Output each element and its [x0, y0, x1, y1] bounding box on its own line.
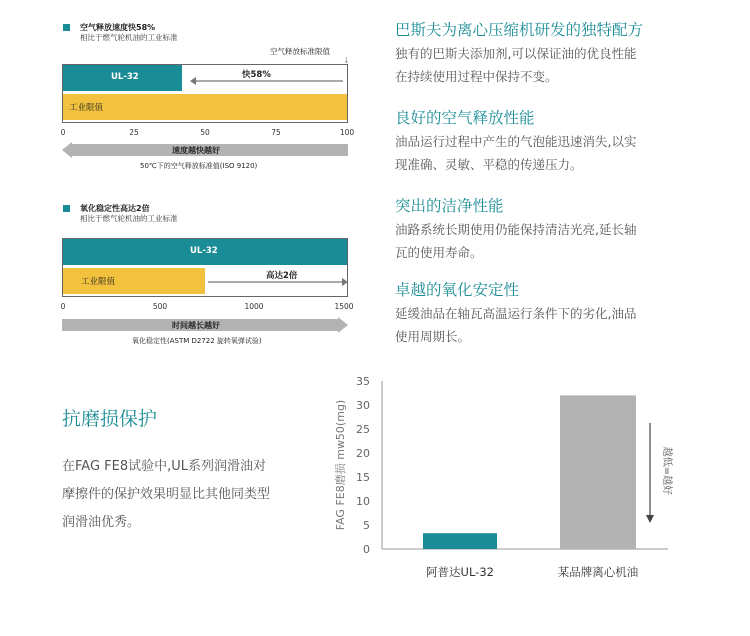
- feature-3-text: [395, 218, 695, 264]
- feature-3: [395, 194, 695, 264]
- feature-1-line: 独有的巴斯夫添加剂,可以保证油的优良性能: [395, 46, 637, 61]
- chart1-direction-label: 速度越快越好: [172, 146, 220, 155]
- chart1-reference-arrow: ↓: [343, 56, 350, 65]
- chart1-note: 50℃下的空气释放标准值(ISO 9120): [140, 162, 258, 170]
- wear-ytick: 0: [363, 543, 370, 556]
- chart1-direction-arrow: [62, 142, 348, 158]
- wear-ytick: 30: [356, 399, 370, 412]
- chart1-gain-label: 快58%: [242, 70, 271, 80]
- wear-direction-arrowhead: [646, 515, 654, 523]
- chart2-title-marker: [63, 205, 70, 212]
- feature-1: [395, 18, 695, 88]
- feature-3-line: 瓦的使用寿命。: [395, 245, 483, 260]
- chart2-bar-ul32-label: UL-32: [190, 246, 218, 256]
- wear-text: [62, 453, 312, 537]
- feature-1-line: 在持续使用过程中保持不变。: [395, 69, 558, 84]
- wear-category-label: 某品牌离心机油: [557, 565, 639, 579]
- wear-ytick: 15: [356, 471, 370, 484]
- chart2-bar-ul32: [63, 239, 347, 265]
- chart2-gain-label: 高达2倍: [266, 271, 298, 281]
- chart2-xtick: 0: [60, 302, 66, 311]
- feature-2-line: 现准确、灵敏、平稳的传递压力。: [395, 157, 583, 172]
- chart1-xtick: 0: [60, 128, 66, 137]
- feature-4: [395, 278, 695, 348]
- feature-4-line: 使用周期长。: [395, 329, 471, 344]
- wear-y-axis-label: FAG FE8磨损 mw50(mg): [334, 399, 347, 531]
- wear-bar-1: [423, 533, 497, 549]
- chart1-xtick: 50: [200, 128, 210, 137]
- wear-chart: [320, 365, 740, 585]
- chart1-xtick: 25: [129, 128, 139, 137]
- wear-category-label: 阿普达UL-32: [426, 565, 494, 579]
- wear-title: 抗磨损保护: [62, 408, 158, 430]
- chart1-reference-label: 空气释放标准限值: [270, 47, 330, 56]
- chart2-xtick: 1500: [334, 302, 354, 311]
- oxidation-chart: [0, 200, 370, 350]
- chart1-subtitle: 相比于燃气轮机油的工业标准: [80, 33, 178, 42]
- feature-4-line: 延缓油品在轴瓦高温运行条件下的劣化,油品: [395, 306, 637, 321]
- chart2-gain-annotation: [208, 268, 348, 292]
- chart1-title-marker: [63, 24, 70, 31]
- wear-ytick: 25: [356, 423, 370, 436]
- chart2-subtitle: 相比于燃气轮机油的工业标准: [80, 214, 178, 223]
- feature-3-line: 油路系统长期使用仍能保持清洁光亮,延长轴: [395, 222, 637, 237]
- chart1-bar-industry: [63, 94, 347, 120]
- chart1-title: 空气释放速度快58%: [80, 23, 156, 32]
- chart2-bar-industry: [63, 268, 205, 294]
- wear-direction-label: 越低=越好: [661, 446, 672, 496]
- chart1-bar-ul32-label: UL-32: [111, 72, 139, 82]
- wear-ytick: 20: [356, 447, 370, 460]
- wear-ytick: 5: [363, 519, 370, 532]
- chart1-bar-ul32: [63, 65, 182, 91]
- chart1-xtick: 75: [271, 128, 281, 137]
- feature-4-title: 卓越的氧化安定性: [395, 281, 520, 299]
- feature-2-line: 油品运行过程中产生的气泡能迅速消失,以实: [395, 134, 637, 149]
- feature-4-text: [395, 302, 695, 348]
- chart2-bar-industry-label: 工业限值: [81, 277, 116, 287]
- wear-bar-2: [560, 395, 636, 549]
- feature-3-title: 突出的洁净性能: [395, 197, 504, 215]
- wear-line: 润滑油优秀。: [62, 515, 141, 530]
- feature-1-text: [395, 42, 695, 88]
- feature-2-text: [395, 130, 695, 176]
- chart2-direction-label: 时间越长越好: [172, 321, 220, 330]
- feature-1-title: 巴斯夫为离心压缩机研发的独特配方: [395, 21, 644, 39]
- chart2-direction-arrow: [62, 317, 348, 333]
- wear-ytick: 35: [356, 375, 370, 388]
- chart1-xtick: 100: [339, 128, 355, 137]
- chart2-xtick: 500: [152, 302, 168, 311]
- chart2-title: 氧化稳定性高达2倍: [80, 204, 150, 213]
- wear-ytick: 10: [356, 495, 370, 508]
- chart2-xtick: 1000: [244, 302, 264, 311]
- feature-2: [395, 106, 695, 176]
- wear-line: 在FAG FE8试验中,UL系列润滑油对: [62, 459, 267, 474]
- air-release-chart: [0, 0, 370, 175]
- feature-2-title: 良好的空气释放性能: [395, 109, 535, 127]
- chart1-bar-industry-label: 工业限值: [69, 103, 104, 113]
- chart1-gain-annotation: [190, 66, 345, 90]
- chart2-note: 氧化稳定性(ASTM D2722 旋转氧弹试验): [132, 337, 262, 345]
- wear-line: 摩擦件的保护效果明显比其他同类型: [62, 487, 271, 502]
